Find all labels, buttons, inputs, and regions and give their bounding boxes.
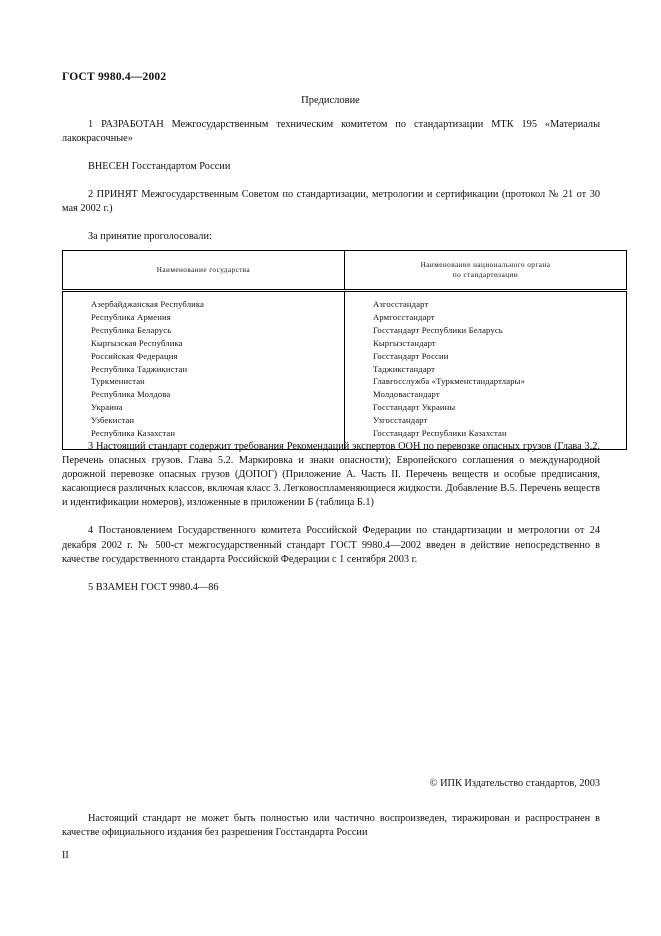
states-cell [63,291,345,450]
foreword-item-1b: ВНЕСЕН Госстандартом России [88,161,231,173]
vote-intro-text: За принятие проголосовали: [88,231,212,243]
foreword-item-5: 5 ВЗАМЕН ГОСТ 9980.4—86 [88,581,219,593]
list-item: Республика Молдова [91,389,171,400]
foreword-item-2: 2 ПРИНЯТ Межгосударственным Советом по стандартизации, метрологии и сертификации (протокол № 21 от 30 мая 2002 г.) [62,189,600,215]
list-item: Таджикстандарт [373,363,436,374]
list-item: Азгосстандарт [373,299,429,309]
table-row [63,291,627,450]
list-item: Армгосстандарт [373,311,435,322]
disclaimer-block [62,812,600,840]
spacer [62,216,600,230]
foreword-item-1: 1 РАЗРАБОТАН Межгосударственным техническим комитетом по стандартизации МТК 195 «Материалы лакокрасочные» [62,119,600,145]
list-item: Кыргызская Республика [91,337,183,348]
list-item: Республика Армения [91,311,171,322]
states-list [63,298,344,440]
foreword-bottom-block [62,440,600,595]
list-item: Госстандарт России [373,350,449,361]
vote-table [62,250,627,450]
disclaimer-text: Настоящий стандарт не может быть полностью или частично воспроизведен, тиражирован и распространен в качестве официального издания без разрешения Госстандарта России [62,813,600,839]
page-title: Предисловие [301,95,360,106]
list-item: Республика Казахстан [91,428,176,439]
table-header-row [63,251,627,291]
foreword-item-4: 4 Постановлением Государственного комитета Российской Федерации по стандартизации и метрологии от 24 декабря 2002 г. № 500-ст межгосударственный стандарт ГОСТ 9980.4—2002 введен в действие непосредственно в качестве государственного стандарта Российской Федерации с 1 сентября 2003 г. [62,525,600,565]
spacer [62,174,600,188]
list-item: Республика Беларусь [91,324,172,335]
list-item: Туркменистан [91,376,145,387]
list-item: Узгосстандарт [373,415,428,426]
list-item: Украина [91,402,123,413]
column-header-body [345,251,627,291]
column-header-state: Наименование государства [63,251,345,291]
list-item: Азербайджанская Республика [91,299,205,309]
foreword-item-3: 3 Настоящий стандарт содержит требования Рекомендаций экспертов ООН по перевозке опасных грузов (Глава 3.2. Перечень опасных грузов. Глава 5.2. Маркировка и знаки опасности); Европейского соглашения о международной дорожной перевозке опасных грузов (ДОПОГ) (Приложение А. Часть II. Перечень веществ и особые предписания, касающиеся различных классов, включая класс 3. Легковоспламеняющиеся жидкости. Добавление В.5. Перечень веществ и идентификации номеров), изложенные в приложении Б (таблица Б.1) [62,441,600,509]
vote-table-container [62,250,600,450]
spacer [62,146,600,160]
foreword-top-block [62,118,600,245]
copyright-notice: © ИПК Издательство стандартов, 2003 [429,778,600,789]
list-item: Российская Федерация [91,350,178,361]
spacer [62,510,600,524]
vote-table-body [63,291,627,450]
list-item: Госстандарт Республики Беларусь [373,324,503,335]
bodies-cell [345,291,627,450]
bodies-list [345,298,626,440]
list-item: Республика Таджикистан [91,363,188,374]
spacer [62,567,600,581]
standard-number-header: ГОСТ 9980.4—2002 [62,71,167,83]
list-item: Узбекистан [91,415,135,426]
column-header-body-line1: Наименование национального органа [420,260,551,269]
page-number: II [62,850,69,861]
list-item: Госстандарт Республики Казахстан [373,428,507,439]
list-item: Главгосслужба «Туркменстандартлары» [373,376,526,387]
vote-table-head [63,251,627,291]
column-header-body-line2: по стандартизации [452,271,519,279]
list-item: Кыргызстандарт [373,337,436,348]
list-item: Госстандарт Украины [373,402,456,413]
list-item: Молдовастандарт [373,389,440,400]
